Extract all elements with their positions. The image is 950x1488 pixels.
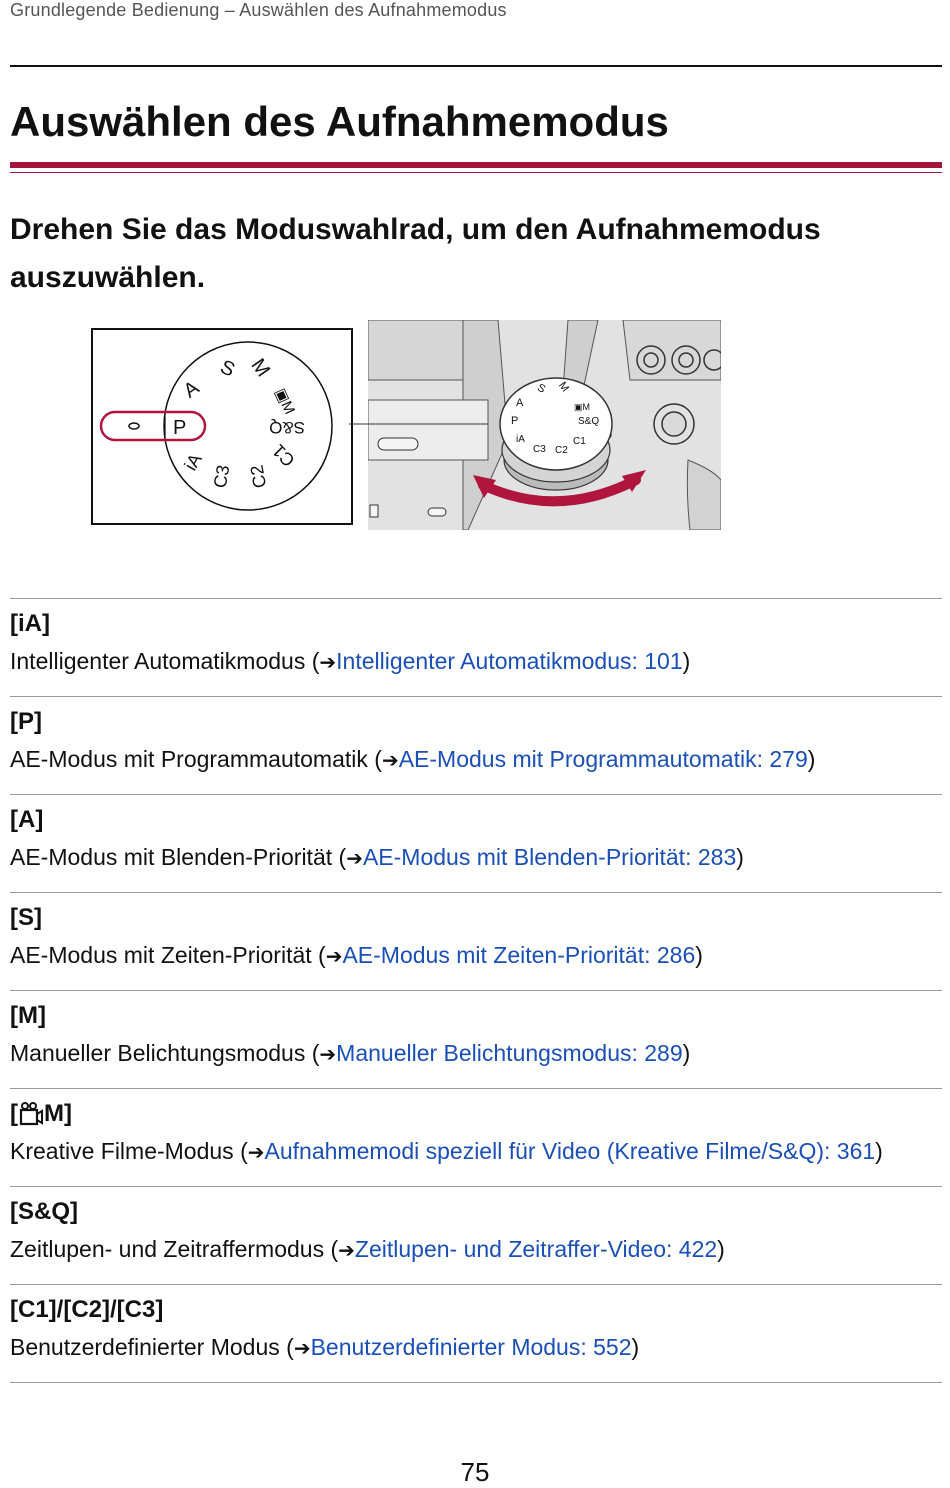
page-number: 75 (460, 1457, 490, 1487)
mode-item-s (10, 892, 942, 990)
dial-label-p: P (173, 417, 187, 439)
movie-camera-icon (19, 1101, 43, 1127)
dial-label-c2: C2 (246, 463, 271, 490)
dial-label-m: M (246, 354, 275, 382)
mode-key: [iA] (10, 610, 50, 637)
svg-text:M: M (555, 379, 572, 395)
dial-label-movie: ▣M (271, 385, 299, 417)
mode-list (10, 598, 942, 1383)
svg-text:C1: C1 (573, 436, 586, 447)
breadcrumb: Grundlegende Bedienung – Auswählen des Aufnahmemodus (10, 0, 507, 20)
arrow-right-icon: ➔ (325, 946, 343, 968)
svg-text:C2: C2 (555, 445, 568, 456)
arrow-right-icon: ➔ (247, 1142, 265, 1164)
camera-illustration (368, 320, 721, 530)
dial-label-s: S (216, 355, 239, 382)
xref-link[interactable]: Aufnahmemodi speziell für Video (Kreative Filme/S&Q): 361 (264, 1138, 876, 1164)
mode-description: Manueller Belichtungsmodus (➔Manueller Belichtungsmodus: 289) (10, 1040, 691, 1066)
arrow-right-icon: ➔ (381, 750, 399, 772)
header-divider (10, 65, 942, 67)
svg-text:S: S (535, 381, 548, 396)
mode-description: Benutzerdefinierter Modus (➔Benutzerdefinierter Modus: 552) (10, 1334, 640, 1360)
arrow-right-icon: ➔ (293, 1338, 311, 1360)
svg-text:C3: C3 (533, 444, 546, 455)
xref-link[interactable]: Zeitlupen- und Zeitraffer-Video: 422 (354, 1236, 718, 1262)
mode-item-m (10, 990, 942, 1088)
mode-item-ia (10, 598, 942, 696)
svg-text:S&Q: S&Q (578, 416, 600, 427)
svg-text:▣M: ▣M (574, 402, 591, 412)
dial-label-c3: C3 (209, 463, 234, 490)
arrow-right-icon: ➔ (319, 652, 337, 674)
mode-key: [S] (10, 904, 42, 931)
mode-description: Zeitlupen- und Zeitraffermodus (➔Zeitlupen- und Zeitraffer-Video: 422) (10, 1236, 725, 1262)
mode-key: [M] (10, 1002, 46, 1029)
mode-description: AE-Modus mit Blenden-Priorität (➔AE-Modus mit Blenden-Priorität: 283) (10, 844, 744, 870)
callout-line (349, 420, 371, 428)
dial-label-ia: iA (180, 450, 206, 474)
mode-dial-figure (91, 328, 353, 525)
mode-description: Intelligenter Automatikmodus (➔Intelligenter Automatikmodus: 101) (10, 648, 691, 674)
mode-description: Kreative Filme-Modus (➔Aufnahmemodi speziell für Video (Kreative Filme/S&Q): 361) (10, 1138, 883, 1164)
mode-item-sq (10, 1186, 942, 1284)
mode-item-a (10, 794, 942, 892)
title-underline-thin (10, 172, 942, 173)
title-underline (10, 162, 942, 168)
instruction-text: Drehen Sie das Moduswahlrad, um den Aufnahmemodus auszuwählen. (10, 213, 821, 294)
xref-link[interactable]: Manueller Belichtungsmodus: 289 (336, 1040, 683, 1066)
xref-link[interactable]: Benutzerdefinierter Modus: 552 (310, 1334, 632, 1360)
xref-link[interactable]: Intelligenter Automatikmodus: 101 (336, 648, 683, 674)
xref-link[interactable]: AE-Modus mit Blenden-Priorität: 283 (362, 844, 737, 870)
mode-key: [S&Q] (10, 1198, 78, 1225)
mode-key: [C1]/[C2]/[C3] (10, 1296, 164, 1323)
dial-label-a: A (179, 376, 204, 403)
svg-text:P: P (511, 415, 519, 427)
mode-key: [ M] (10, 1100, 72, 1127)
camera-top-figure (368, 320, 721, 530)
mode-description: AE-Modus mit Programmautomatik (➔AE-Modus mit Programmautomatik: 279) (10, 746, 816, 772)
arrow-right-icon: ➔ (338, 1240, 355, 1262)
mode-dial-illustration (93, 330, 351, 523)
mode-item-custom (10, 1284, 942, 1383)
arrow-right-icon: ➔ (319, 1044, 337, 1066)
arrow-right-icon: ➔ (346, 848, 363, 870)
xref-link[interactable]: AE-Modus mit Zeiten-Priorität: 286 (342, 942, 696, 968)
mode-item-creative-video (10, 1088, 942, 1186)
dial-label-sq: S&Q (269, 418, 305, 437)
mode-key: [P] (10, 708, 42, 735)
page-title: Auswählen des Aufnahmemodus (10, 98, 669, 145)
dial-indicator-mark (129, 423, 139, 429)
mode-description: AE-Modus mit Zeiten-Priorität (➔AE-Modus mit Zeiten-Priorität: 286) (10, 942, 703, 968)
svg-text:A: A (516, 397, 524, 409)
mode-item-p (10, 696, 942, 794)
svg-text:iA: iA (516, 434, 525, 445)
mode-key: [A] (10, 806, 44, 833)
xref-link[interactable]: AE-Modus mit Programmautomatik: 279 (398, 746, 808, 772)
dial-label-c1: C1 (268, 440, 299, 471)
